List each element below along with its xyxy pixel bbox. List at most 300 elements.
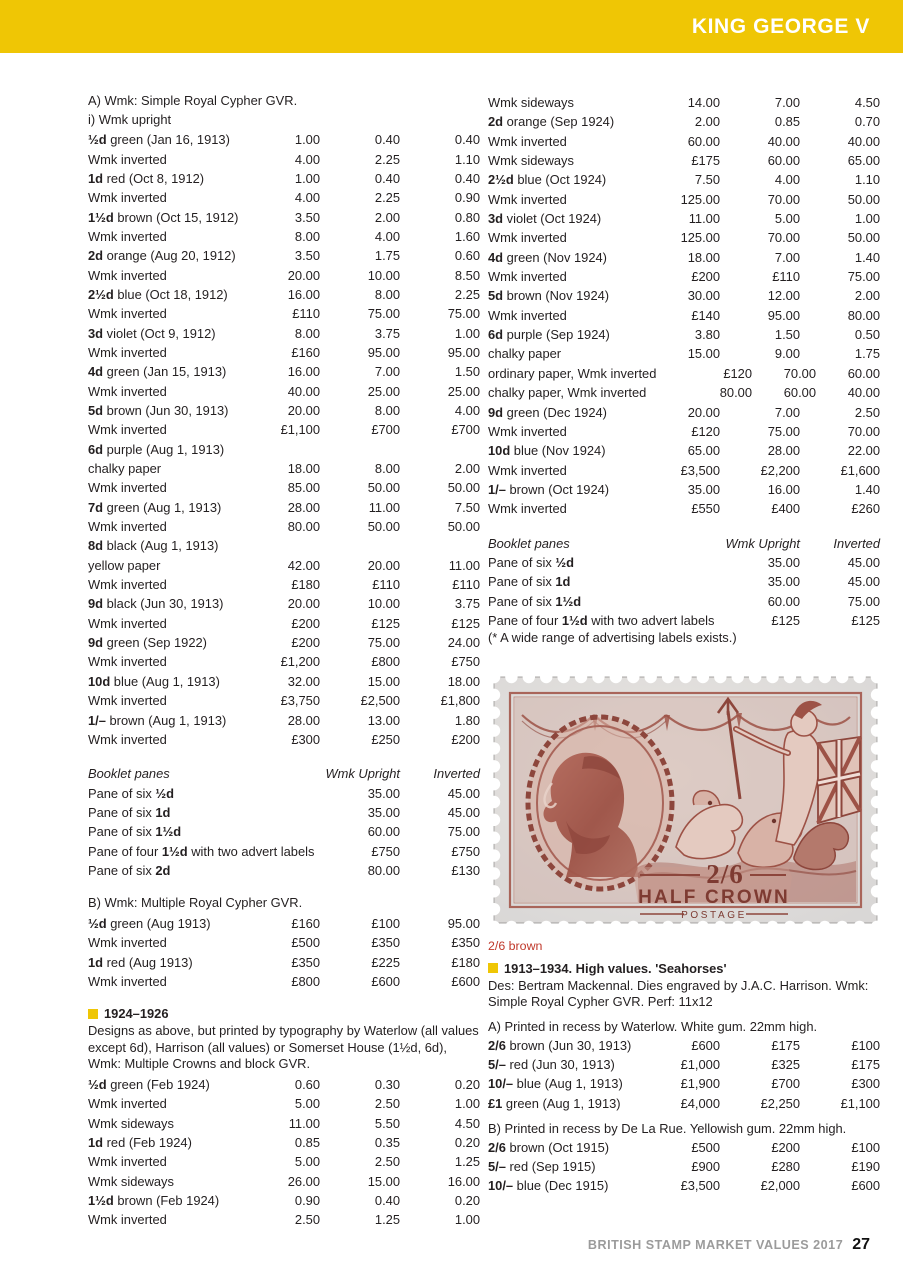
table-row [88,266,480,285]
table-row [88,914,480,933]
row-label: Wmk inverted [88,693,167,709]
price-cell: 7.50 [694,172,720,188]
table-row [488,480,880,499]
page-title: KING GEORGE V [691,14,870,38]
price-cell: 18.00 [687,249,720,265]
price-cell: 20.00 [287,596,320,612]
price-cell: 2.25 [374,190,400,206]
price-cell: 50.00 [367,480,400,496]
table-row [88,536,480,555]
price-cell: 5.00 [294,1154,320,1170]
price-cell: £2,250 [760,1095,800,1111]
price-cell: 1.50 [454,364,480,380]
price-cell: 20.00 [287,403,320,418]
table-row [88,478,480,497]
price-cell: £200 [451,731,480,747]
table-row [88,933,480,952]
price-cell: 42.00 [287,557,320,573]
page-body [0,53,903,1228]
price-cell: 4.00 [774,172,800,188]
row-label: Wmk inverted [88,1096,167,1112]
table-row [488,190,880,209]
svg-text:2/6: 2/6 [706,858,744,889]
price-cell: £700 [371,422,400,438]
price-cell: £160 [291,344,320,360]
price-cell: 3.75 [454,596,480,612]
price-cell: 10.00 [367,596,400,612]
row-label: 1d red (Aug 1913) [88,954,193,970]
price-cell: 5.00 [774,211,800,227]
booklet-pane-row [488,572,880,591]
table-row [488,403,880,422]
booklet-pane-row [88,822,480,841]
right-booklet-panes [488,534,880,631]
price-cell: 8.00 [374,286,400,302]
price-cell: 1.00 [294,170,320,186]
price-cell: 85.00 [287,480,320,496]
price-cell: £175 [851,1057,880,1072]
price-cell: 75.00 [447,824,480,840]
right-price-table-a [488,1036,880,1113]
price-cell: £325 [771,1057,800,1072]
price-cell: 1.40 [854,481,880,497]
row-label: Wmk inverted [88,190,167,206]
price-cell: 0.60 [454,248,480,264]
price-cell: 1.00 [294,132,320,148]
price-cell: 1.75 [854,346,880,362]
row-label: Wmk inverted [88,228,167,244]
price-cell: 9.00 [774,346,800,362]
booklet-header-column: Wmk Upright [325,766,400,782]
price-cell: £600 [691,1037,720,1053]
price-cell: £350 [451,935,480,951]
table-row [88,324,480,343]
price-cell: £1,900 [680,1076,720,1092]
price-cell: 95.00 [447,915,480,931]
price-cell: £3,500 [680,462,720,478]
row-label: 10d blue (Nov 1924) [488,443,606,459]
price-cell: £140 [691,307,720,323]
booklet-panes-header [88,764,480,783]
row-label: Wmk inverted [88,306,167,322]
row-label: Pane of four 1½d with two advert labels [88,843,315,859]
row-label: ½d green (Aug 1913) [88,915,211,931]
table-row [488,1074,880,1093]
price-cell: 0.60 [294,1077,320,1092]
row-label: Wmk inverted [88,383,167,399]
table-row [488,151,880,170]
row-label: Pane of six 1½d [488,593,582,609]
price-cell: 12.00 [767,288,800,304]
row-label: Wmk inverted [88,1154,167,1170]
price-cell: 7.00 [774,404,800,420]
row-label: Wmk inverted [488,133,567,149]
table-row [488,170,880,189]
price-cell: 40.00 [847,385,880,401]
price-cell: 45.00 [447,785,480,801]
price-cell: £125 [371,615,400,631]
table-row [88,420,480,439]
price-cell: 65.00 [687,443,720,459]
price-cell: 3.80 [694,327,720,343]
table-row [88,1152,480,1171]
price-cell: 1.10 [854,172,880,188]
seahorses-stamp-image [488,671,883,933]
price-cell: 1.00 [854,211,880,227]
price-cell: 7.00 [374,364,400,380]
table-row [488,325,880,344]
row-label: Pane of six 2d [88,862,171,878]
price-cell: 0.35 [374,1135,400,1151]
table-row [488,344,880,363]
stamp-svg [488,671,883,933]
table-row [88,556,480,575]
row-label: Wmk inverted [88,344,167,360]
price-cell: 25.00 [367,383,400,399]
section-title-seahorses: 1913–1934. High values. 'Seahorses' [504,960,727,976]
row-label: £1 green (Aug 1, 1913) [488,1095,621,1111]
price-cell: 4.00 [294,151,320,167]
yellow-square-marker-icon [488,963,498,973]
price-cell: £750 [371,843,400,859]
table-row [88,972,480,991]
price-cell: 0.20 [454,1135,480,1151]
price-cell: 5.00 [294,1096,320,1112]
row-label: Wmk inverted [88,731,167,747]
price-cell: £500 [691,1139,720,1155]
table-row [88,440,480,459]
table-row [488,228,880,247]
price-cell: £100 [371,915,400,931]
price-cell: £110 [772,269,800,285]
price-cell: 14.00 [687,95,720,110]
row-label: yellow paper [88,557,161,573]
price-cell: 80.00 [719,385,752,401]
table-row [488,461,880,480]
price-cell: £550 [691,501,720,517]
price-cell: 16.00 [287,364,320,380]
row-label: 9d green (Dec 1924) [488,404,607,420]
booklet-pane-row [88,784,480,803]
row-label: Wmk inverted [88,422,167,438]
yellow-square-marker-icon [88,1009,98,1019]
row-label: 6d purple (Aug 1, 1913) [88,441,225,457]
table-row [488,1094,880,1113]
price-cell: £2,500 [360,693,400,709]
row-label: Wmk inverted [488,501,567,517]
price-cell: 95.00 [367,344,400,360]
price-cell: 11.00 [448,557,480,573]
stamp-caption: 2/6 brown [488,938,543,953]
price-cell: 0.40 [374,132,400,148]
table-row [488,209,880,228]
price-cell: 75.00 [367,635,400,651]
table-row [488,93,880,112]
price-cell: 2.25 [374,151,400,167]
table-row [88,498,480,517]
price-cell: 4.00 [454,403,480,418]
price-cell: £200 [771,1139,800,1155]
price-cell: 75.00 [367,306,400,322]
price-cell: 35.00 [767,554,800,570]
row-label: Wmk inverted [488,423,567,439]
price-cell: £125 [451,615,480,631]
row-label: Wmk inverted [488,462,567,478]
price-cell: 70.00 [783,365,816,381]
table-row [88,227,480,246]
price-cell: 60.00 [847,365,880,381]
price-cell: 4.00 [374,228,400,244]
price-cell: 1.40 [854,249,880,265]
svg-text:HALF CROWN: HALF CROWN [638,886,790,908]
king-george-profile [528,717,672,889]
table-row [488,441,880,460]
price-cell: 28.00 [767,443,800,459]
price-cell: 50.00 [367,519,400,535]
table-row [488,1138,880,1157]
row-label: 10/– blue (Dec 1915) [488,1178,609,1194]
price-cell: 125.00 [680,230,720,246]
price-cell: £400 [771,501,800,517]
price-cell: £700 [771,1076,800,1092]
row-label: ½d green (Feb 1924) [88,1077,210,1092]
price-cell: 70.00 [767,230,800,246]
price-cell: 2.50 [854,404,880,420]
table-row [88,285,480,304]
price-cell: £125 [771,612,800,628]
price-cell: 8.00 [374,403,400,418]
price-cell: £260 [851,501,880,517]
price-cell: 2.50 [374,1154,400,1170]
price-cell: 8.00 [294,325,320,341]
row-label: 2/6 brown (Oct 1915) [488,1139,610,1155]
row-label: Wmk inverted [88,654,167,670]
table-row [488,1036,880,1055]
price-cell: 60.00 [767,153,800,169]
price-cell: £750 [451,654,480,670]
table-row [88,711,480,730]
row-label: 4d green (Jan 15, 1913) [88,364,227,380]
price-cell: 95.00 [447,344,480,360]
row-label: 10d blue (Aug 1, 1913) [88,673,220,689]
row-label: Wmk inverted [88,615,167,631]
price-cell: 16.00 [287,286,320,302]
table-row [88,594,480,613]
row-label: 7d green (Aug 1, 1913) [88,499,222,515]
price-cell: £700 [451,422,480,438]
booklet-pane-row [488,553,880,572]
price-cell: 70.00 [767,191,800,207]
table-row [88,1210,480,1229]
table-row [488,132,880,151]
price-cell: £120 [691,423,720,439]
price-cell: £4,000 [680,1095,720,1111]
page-header-band [0,0,903,53]
price-cell: 0.90 [454,190,480,206]
price-cell: 1.25 [454,1154,480,1170]
price-cell: 0.70 [854,114,880,130]
table-row [88,1191,480,1210]
price-cell: £175 [771,1037,800,1053]
row-label: Wmk inverted [88,1212,167,1228]
price-cell: 1.80 [454,712,480,728]
price-cell: £125 [851,612,880,628]
booklet-pane-row [88,803,480,822]
price-cell: £300 [291,731,320,747]
table-row [488,248,880,267]
price-cell: 125.00 [680,191,720,207]
price-cell: £600 [451,973,480,989]
price-cell: 0.90 [294,1193,320,1209]
price-cell: 35.00 [687,481,720,497]
price-cell: £900 [691,1158,720,1174]
price-cell: £1,800 [440,693,480,709]
row-label: Wmk inverted [488,307,567,323]
table-row [488,286,880,305]
price-cell: 95.00 [767,307,800,323]
left-price-table-a [88,130,480,749]
price-cell: £600 [371,973,400,989]
table-row [88,730,480,749]
row-label: 4d green (Nov 1924) [488,249,607,265]
row-label: Wmk inverted [88,480,167,496]
row-label: ordinary paper, Wmk inverted [488,365,657,381]
price-cell: £300 [851,1076,880,1092]
price-cell: £1,000 [680,1057,720,1072]
price-cell: £100 [851,1139,880,1155]
table-row [488,499,880,518]
price-cell: £600 [851,1178,880,1194]
price-cell: 40.00 [287,383,320,399]
table-row [88,382,480,401]
table-row [88,401,480,420]
price-cell: £2,000 [760,1178,800,1194]
left-heading-b: B) Wmk: Multiple Royal Cypher GVR. [88,895,303,911]
price-cell: £280 [771,1158,800,1174]
price-cell: 18.00 [447,673,480,689]
row-label: 8d black (Aug 1, 1913) [88,538,219,554]
table-row [88,1075,480,1094]
row-label: Wmk inverted [88,519,167,535]
table-row [88,1114,480,1133]
booklet-pane-row [488,592,880,611]
price-cell: 75.00 [447,306,480,322]
price-cell: £110 [372,577,400,593]
price-cell: 1.10 [454,151,480,167]
row-label: Wmk inverted [488,269,567,285]
booklet-pane-row [488,611,880,630]
price-cell: 0.40 [374,170,400,186]
table-row [88,691,480,710]
price-cell: £130 [451,862,480,878]
table-row [488,364,880,383]
price-cell: 20.00 [287,267,320,283]
price-cell: £250 [371,731,400,747]
row-label: Wmk inverted [88,577,167,593]
row-label: Pane of four 1½d with two advert labels [488,612,715,628]
table-row [88,343,480,362]
table-row [488,422,880,441]
price-cell: 11.00 [688,211,720,227]
row-label: Pane of six 1d [488,574,571,590]
row-label: 1/– brown (Aug 1, 1913) [88,712,227,728]
right-heading-a: A) Printed in recess by Waterlow. White gum. 22mm high. [488,1019,818,1035]
table-row [88,633,480,652]
row-label: Wmk inverted [88,935,167,951]
price-cell: 35.00 [767,574,800,590]
price-cell: £200 [691,269,720,285]
row-label: Wmk inverted [488,191,567,207]
right-booklet-note: (* A wide range of advertising labels exists.) [488,630,737,646]
union-flag-shield [818,737,860,823]
row-label: Wmk inverted [488,230,567,246]
row-label: 3d violet (Oct 9, 1912) [88,325,216,341]
price-cell: 7.50 [454,499,480,515]
price-cell: 50.00 [447,519,480,535]
price-cell: 11.00 [368,499,400,515]
price-cell: 28.00 [287,712,320,728]
price-cell: 2.00 [854,288,880,304]
price-cell: 60.00 [367,824,400,840]
booklet-header-label: Booklet panes [488,535,570,551]
table-row [88,672,480,691]
row-label: 2d orange (Aug 20, 1912) [88,248,236,264]
price-cell: 25.00 [447,383,480,399]
price-cell: 18.00 [287,461,320,477]
left-price-table-1924 [88,1075,480,1230]
footer-publication-title: BRITISH STAMP MARKET VALUES 2017 [587,1238,844,1252]
row-label: 5/– red (Sep 1915) [488,1158,596,1174]
table-row [88,652,480,671]
table-row [488,267,880,286]
price-cell: £3,500 [680,1178,720,1194]
right-heading-b: B) Printed in recess by De La Rue. Yellowish gum. 22mm high. [488,1121,847,1137]
price-cell: 0.20 [454,1193,480,1209]
table-row [488,383,880,402]
price-cell: 70.00 [847,423,880,439]
price-cell: 0.85 [774,114,800,130]
price-cell: 16.00 [447,1173,480,1189]
price-cell: £225 [371,954,400,970]
row-label: 9d black (Jun 30, 1913) [88,596,224,612]
table-row [88,246,480,265]
price-cell: £200 [291,615,320,631]
price-cell: 45.00 [847,554,880,570]
price-cell: 13.00 [367,712,400,728]
price-cell: 2.50 [294,1212,320,1228]
price-cell: 15.00 [687,346,720,362]
booklet-header-column: Wmk Upright [725,535,800,551]
price-cell: 35.00 [367,785,400,801]
price-cell: 2.25 [454,286,480,302]
row-label: 1d red (Feb 1924) [88,1135,192,1151]
table-row [88,362,480,381]
table-row [88,1094,480,1113]
price-cell: 1.00 [454,1096,480,1112]
price-cell: £160 [291,915,320,931]
table-row [88,130,480,149]
price-cell: £180 [451,954,480,970]
row-label: 9d green (Sep 1922) [88,635,207,651]
section-title-1924: 1924–1926 [104,1006,169,1022]
price-cell: £190 [851,1158,880,1174]
price-cell: £350 [371,935,400,951]
price-cell: 50.00 [447,480,480,496]
row-label: 2/6 brown (Jun 30, 1913) [488,1037,632,1053]
price-cell: 10.00 [367,267,400,283]
table-row [88,1133,480,1152]
table-row [488,1055,880,1074]
